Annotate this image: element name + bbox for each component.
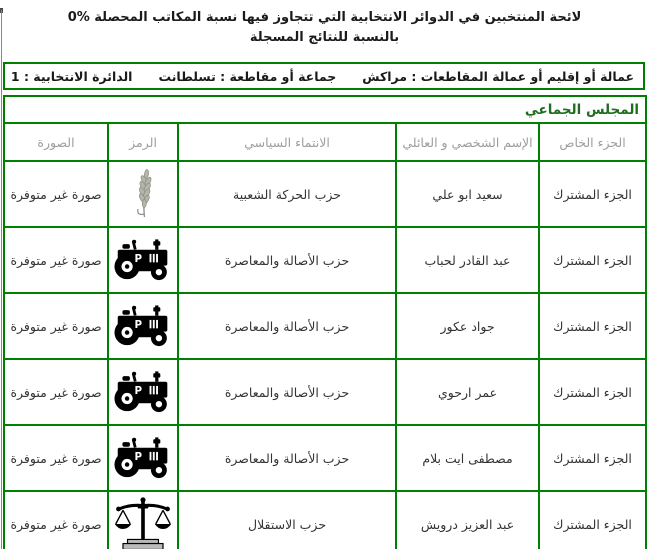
cell-photo: صورة غير متوفرة [4,227,108,293]
svg-text:P: P [134,450,143,463]
cell-party: حزب الأصالة والمعاصرة [178,359,396,425]
location-bar [3,62,645,90]
svg-text:P: P [134,318,143,331]
header-full-name: الإسم الشخصي و العائلي [396,123,539,161]
results-tbody [4,96,646,549]
cell-photo: صورة غير متوفرة [4,293,108,359]
cell-special-part: الجزء المشترك [539,227,646,293]
table-row [4,491,646,549]
table-header-row [4,123,646,161]
scales-icon [113,495,173,549]
cell-photo: صورة غير متوفرة [4,491,108,549]
cell-full-name: عبد القادر لحباب [396,227,539,293]
page-title [0,8,649,48]
cell-symbol [108,293,178,359]
wheat-icon [113,169,173,219]
cell-photo: صورة غير متوفرة [4,161,108,227]
cell-photo: صورة غير متوفرة [4,359,108,425]
cell-symbol [108,161,178,227]
location-district: الدائرة الانتخابية : 1 [10,68,133,84]
cell-full-name: سعيد ابو علي [396,161,539,227]
header-special-part: الجزء الخاص [539,123,646,161]
council-title-row [4,96,646,123]
cell-party: حزب الحركة الشعبية [178,161,396,227]
table-row [4,161,646,227]
cell-special-part: الجزء المشترك [539,293,646,359]
header-photo: الصورة [4,123,108,161]
tractor-icon [113,436,173,480]
council-title: المجلس الجماعي [4,96,646,123]
table-row [4,227,646,293]
cell-party: حزب الأصالة والمعاصرة [178,227,396,293]
cell-special-part: الجزء المشترك [539,359,646,425]
header-party: الانتماء السياسي [178,123,396,161]
table-row [4,425,646,491]
cell-special-part: الجزء المشترك [539,491,646,549]
results-table [3,95,647,549]
svg-text:P: P [134,252,143,265]
cell-full-name: جواد عكور [396,293,539,359]
cell-symbol [108,359,178,425]
svg-text:P: P [134,384,143,397]
location-commune: جماعة أو مقاطعة : تسلطانت [158,68,337,84]
cell-full-name: مصطفى ايت بلام [396,425,539,491]
cell-party: حزب الأصالة والمعاصرة [178,425,396,491]
page-title-line2: بالنسبة للنتائج المسجلة [249,30,400,45]
cell-special-part: الجزء المشترك [539,161,646,227]
cell-symbol [108,491,178,549]
tractor-icon [113,238,173,282]
table-row [4,359,646,425]
tractor-icon [113,304,173,348]
cell-party: حزب الاستقلال [178,491,396,549]
cell-photo: صورة غير متوفرة [4,425,108,491]
window-edge-line [1,10,2,549]
cell-symbol [108,425,178,491]
cell-special-part: الجزء المشترك [539,425,646,491]
location-prefecture: عمالة أو إقليم أو عمالة المقاطعات : مراكش [362,68,634,84]
table-row [4,293,646,359]
page-title-line1: لائحة المنتخبين في الدوائر الانتخابية التي تتجاوز فيها نسبة المكاتب المحصلة %0 [67,10,582,25]
tractor-icon [113,370,173,414]
header-symbol: الرمز [108,123,178,161]
cell-party: حزب الأصالة والمعاصرة [178,293,396,359]
cell-full-name: عمر ارحوي [396,359,539,425]
cell-symbol [108,227,178,293]
cell-full-name: عبد العزيز درويش [396,491,539,549]
